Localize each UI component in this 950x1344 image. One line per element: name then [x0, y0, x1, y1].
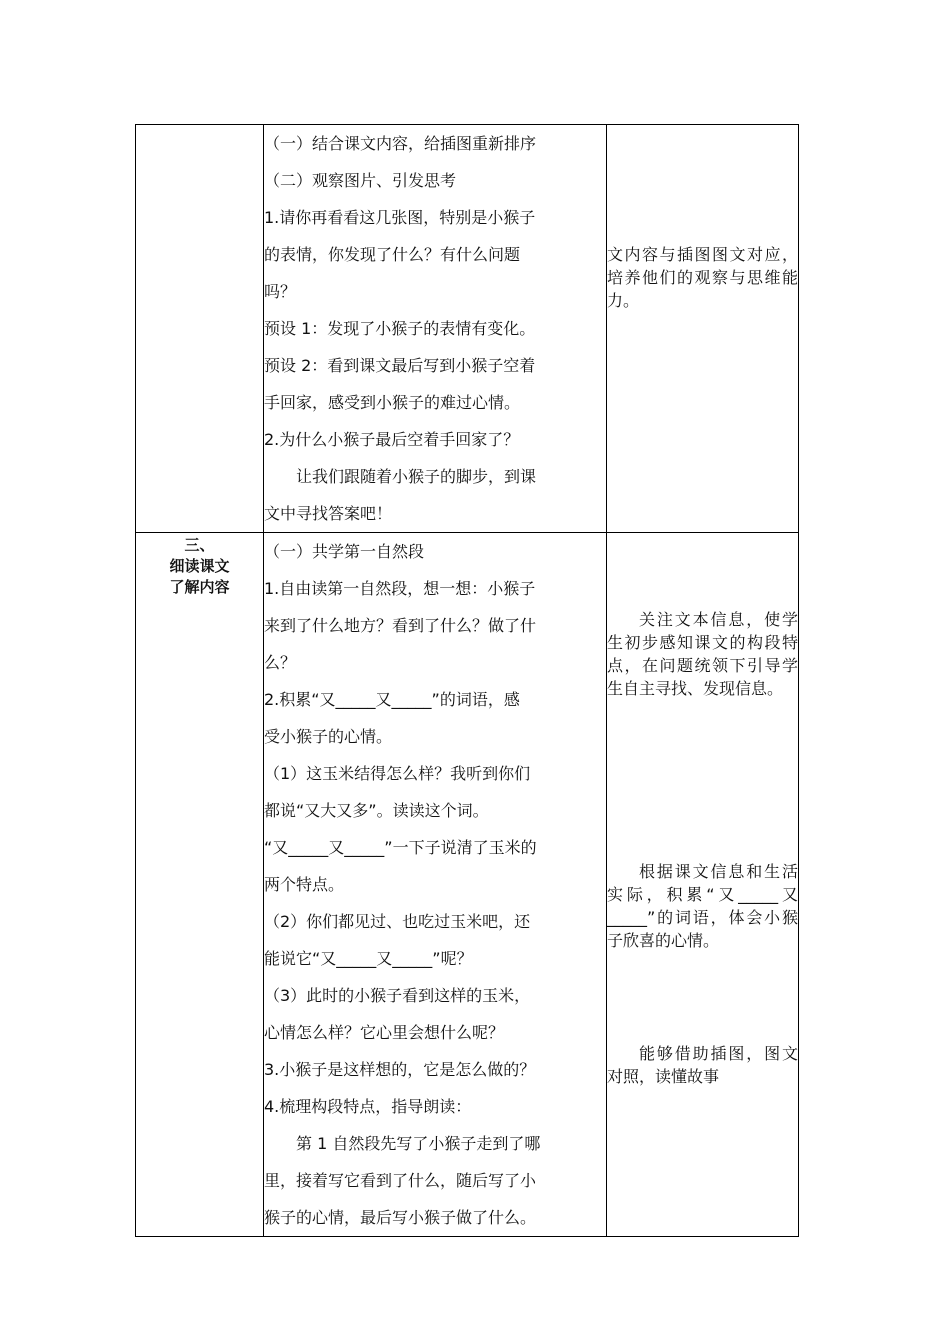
intent-text: 关注文本信息，使学生初步感知课文的构段特点，在问题统领下引导学生自主寻找、发现信息。	[607, 610, 798, 698]
activity-line: 能说它“又_____又_____”呢？	[264, 949, 473, 968]
activity-line: 4.梳理构段特点，指导朗读：	[264, 1097, 472, 1116]
section-number: 三、	[184, 536, 215, 554]
activity-line: （2）你们都见过、也吃过玉米吧，还	[264, 912, 531, 931]
intent-text: 能够借助插图，图文对照，读懂故事	[607, 1044, 798, 1086]
activity-cell	[264, 533, 607, 1237]
activity-line: （1）这玉米结得怎么样？我听到你们	[264, 764, 531, 783]
table-row	[136, 533, 799, 1237]
intent-text: 根据课文信息和生活实际，积累“又_____又_____”的词语，体会小猴子欣喜的心情。	[607, 862, 798, 950]
activity-line: 都说“又大又多”。读读这个词。	[264, 801, 489, 820]
stage-cell	[136, 533, 264, 1237]
activity-line: 猴子的心情，最后写小猴子做了什么。	[264, 1208, 537, 1227]
intent-cell	[607, 125, 799, 533]
activity-line: 吗？	[264, 282, 297, 301]
activity-line: 么？	[264, 653, 297, 672]
section-title	[136, 533, 263, 598]
activity-line: 两个特点。	[264, 875, 345, 894]
activity-line: 让我们跟随着小猴子的脚步，到课	[296, 467, 537, 486]
activity-line: 预设 1：发现了小猴子的表情有变化。	[264, 319, 536, 338]
activity-line: （一）结合课文内容，给插图重新排序	[264, 134, 537, 153]
activity-cell	[264, 125, 607, 533]
intent-text: 文内容与插图图文对应，培养他们的观察与思维能力。	[607, 245, 798, 310]
activity-line: （二）观察图片、引发思考	[264, 171, 457, 190]
activity-line: 手回家，感受到小猴子的难过心情。	[264, 393, 521, 412]
activity-line: 3.小猴子是这样想的，它是怎么做的？	[264, 1060, 536, 1079]
activity-line: 里，接着写它看到了什么，随后写了小	[264, 1171, 537, 1190]
activity-line: 2.为什么小猴子最后空着手回家了？	[264, 430, 520, 449]
activity-line: “又_____又_____”一下子说清了玉米的	[264, 838, 537, 857]
lesson-plan-table	[135, 124, 799, 1237]
section-name-line: 细读课文	[169, 557, 230, 575]
activity-line: （3）此时的小猴子看到这样的玉米，	[264, 986, 531, 1005]
activity-line: 受小猴子的心情。	[264, 727, 393, 746]
activity-line: 文中寻找答案吧！	[264, 504, 393, 523]
intent-cell	[607, 533, 799, 1237]
activity-line: 第 1 自然段先写了小猴子走到了哪	[296, 1134, 541, 1153]
activity-line: 的表情，你发现了什么？有什么问题	[264, 245, 521, 264]
activity-line: 预设 2：看到课文最后写到小猴子空着	[264, 356, 536, 375]
table-row	[136, 125, 799, 533]
activity-line: 2.积累“又_____又_____”的词语，感	[264, 690, 520, 709]
activity-line: （一）共学第一自然段	[264, 542, 425, 561]
activity-line: 心情怎么样？它心里会想什么呢？	[264, 1023, 505, 1042]
stage-cell	[136, 125, 264, 533]
section-name-line: 了解内容	[169, 578, 230, 596]
activity-line: 1.自由读第一自然段，想一想：小猴子	[264, 579, 536, 598]
activity-line: 来到了什么地方？看到了什么？做了什	[264, 616, 537, 635]
activity-line: 1.请你再看看这几张图，特别是小猴子	[264, 208, 536, 227]
